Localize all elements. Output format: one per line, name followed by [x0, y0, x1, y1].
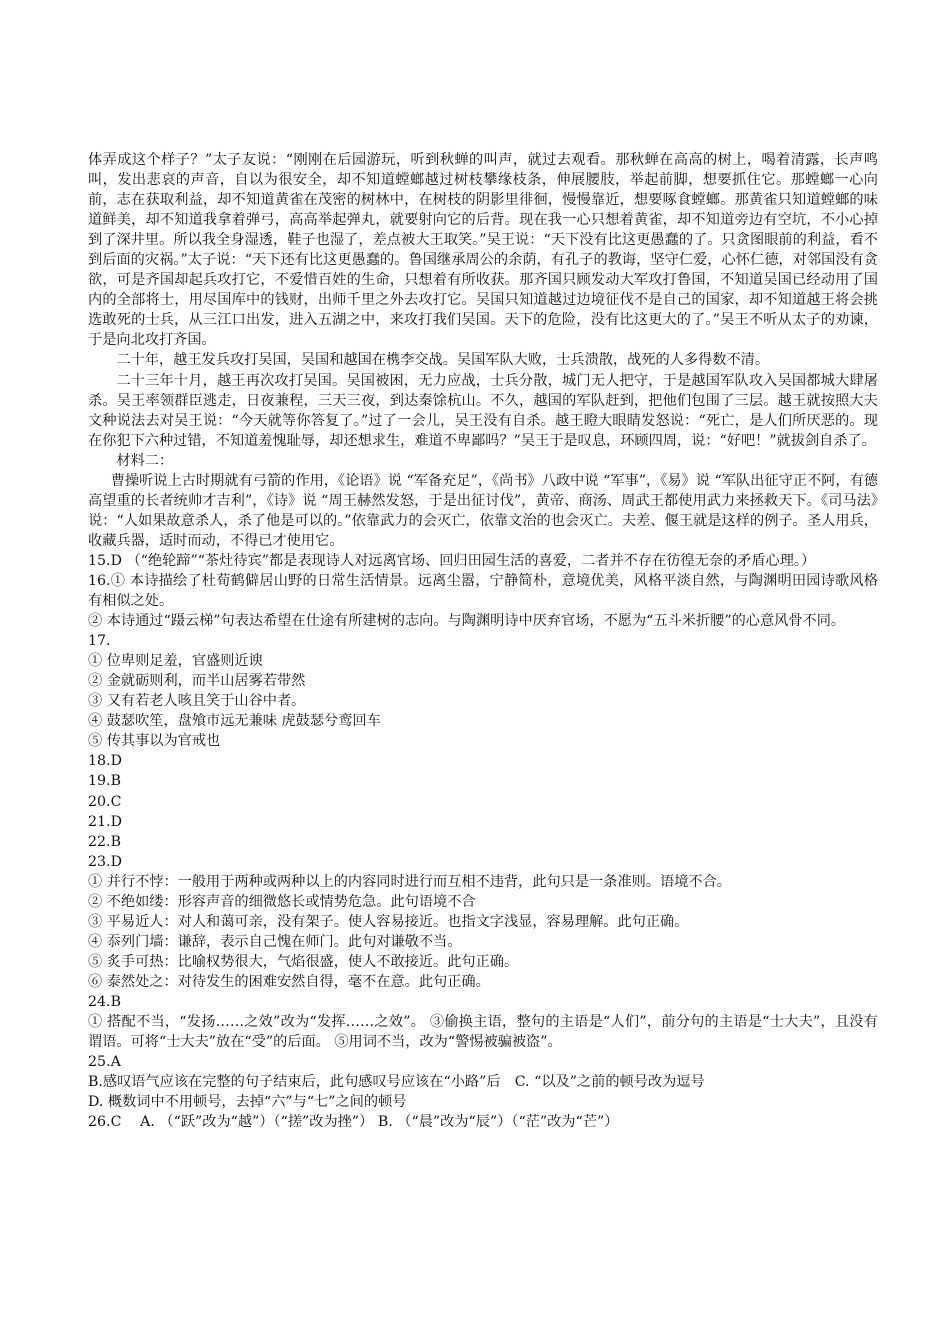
paragraph-caocao: 曹操听说上古时期就有弓箭的作用，《论语》说 “军备充足”，《尚书》八政中说 “军事”，《易》说 “军队出征守正不阿，有德高望重的长者统帅才吉利”，《诗》说 “周王赫然发怒，于是出征讨伐”，黄帝、商汤、周武王都使用武力来拯救天下。《司马法》说：“人如果故意杀人，杀了他是可以的。”依靠武力的会灭亡，依靠文治的也会灭亡。夫差、偃王就是这样的例子。圣人用兵，收藏兵器，适时而动，不得已才使用它。	[88, 472, 878, 549]
answer-q17-number: 17.	[88, 633, 111, 650]
answer-q23-item-3: ③ 平易近人：对人和蔼可亲，没有架子。使人容易接近。也指文字浅显，容易理解。此句正确。	[88, 913, 689, 930]
material-2-heading: 材料二：	[116, 452, 174, 469]
answer-q15: 15.D （“绝轮蹄”“茶灶待宾”都是表现诗人对远离官场、回归田园生活的喜爱，二者并不存在彷徨无奈的矛盾心理。）	[88, 552, 816, 569]
paragraph-taizi-story: 体弄成这个样子？”太子友说：“刚刚在后园游玩，听到秋蝉的叫声，就过去观看。那秋蝉在高高的树上，喝着清露，长声鸣叫，发出悲哀的声音，自以为很安全，却不知道螳螂越过树枝攀缘枝条，伸展腰肢，举起前脚，想要抓住它。那螳螂一心向前，志在获取利益，却不知道黄雀在茂密的树林中，在树枝的阴影里徘徊，慢慢靠近，想要啄食螳螂。那黄雀只知道螳螂的味道鲜美，却不知道我拿着弹弓，高高举起弹丸，就要射向它的后背。现在我一心只想着黄雀，却不知道旁边有空坑，不小心掉到了深井里。所以我全身湿透，鞋子也湿了，差点被大王取笑。”吴王说：“天下没有比这更愚蠢的了。只贪图眼前的利益，看不到后面的灾祸。”太子说：“天下还有比这更愚蠢的。鲁国继承周公的余荫，有孔子的教诲，坚守仁爱，心怀仁德，对邻国没有贪欲，可是齐国却起兵攻打它，不爱惜百姓的生命，只想着有所收获。那齐国只顾发动大军攻打鲁国，不知道吴国已经动用了国内的全部将士，用尽国库中的钱财，出师千里之外去攻打它。吴国只知道越过边境征伐不是自己的国家，却不知道越王将会挑选敢死的士兵，从三江口出发，进入五湖之中，来攻打我们吴国。天下的危险，没有比这更大的了。”吴王不听从太子的劝谏，于是向北攻打齐国。	[88, 152, 878, 349]
answer-document	[88, 150, 878, 1132]
answer-q23: 23.D	[88, 853, 122, 870]
answer-q17-item-2: ② 金就砺则利，而半山居雾若带然	[88, 673, 306, 690]
answer-q20: 20.C	[88, 793, 122, 810]
answer-q19: 19.B	[88, 773, 121, 790]
answer-q23-item-6: ⑥ 泰然处之：对待发生的困难安然自得，毫不在意。此句正确。	[88, 973, 490, 990]
answer-q25-d: D. 概数词中不用顿号，去掉“六”与“七”之间的顿号	[88, 1094, 407, 1111]
answer-q23-item-1: ① 并行不悖：一般用于两种或两种以上的内容同时进行而互相不违背，此句只是一条准则。语境不合。	[88, 873, 731, 890]
answer-q24-explanation: ① 搭配不当，“发扬……之效”改为“发挥……之效”。 ③偷换主语，整句的主语是“人们”，前分句的主语是“士大夫”，且没有谓语。可将“士大夫”放在“受”的后面。 ⑤用词不当，改为“警惕被骗被盗”。	[88, 1014, 878, 1051]
answer-q18: 18.D	[88, 753, 122, 770]
answer-q21: 21.D	[88, 813, 122, 830]
paragraph-twenty-three: 二十三年十月，越王再次攻打吴国。吴国被困，无力应战，士兵分散，城门无人把守，于是越国军队攻入吴国都城大肆屠杀。吴王率领群臣逃走，日夜兼程，三天三夜，到达秦馀杭山。不久，越国的军队赶到，把他们包围了三层。越王就按照大夫文种说法去对吴王说：“今天就等你答复了。”过了一会儿，吴王没有自杀。越王瞪大眼睛发怒说：“死亡，是人们所厌恶的。现在你犯下六种过错，不知道羞愧耻辱，却还想求生，难道不卑鄙吗？”吴王于是叹息，环顾四周，说：“好吧！”就拔剑自杀了。	[88, 372, 878, 449]
answer-q17-item-4: ④ 鼓瑟吹笙，盘飧市远无兼味 虎鼓瑟兮鸾回车	[88, 713, 381, 730]
answer-q16-point-2: ② 本诗通过“蹑云梯”句表达希望在仕途有所建树的志向。与陶渊明诗中厌弃官场，不愿为“五斗米折腰”的心意风骨不同。	[88, 613, 846, 630]
paragraph-twenty-year: 二十年，越王发兵攻打吴国，吴国和越国在槜李交战。吴国军队大败，士兵溃散，战死的人多得数不清。	[116, 352, 770, 369]
answer-q25-b-c: B.感叹语气应该在完整的句子结束后，此句感叹号应该在“小路”后 C. “以及”之前的顿号改为逗号	[88, 1074, 705, 1091]
answer-q26: 26.C A. （“跃”改为“越”）（“搓”改为挫”） B. （“晨”改为“辰”）（“茫”改为“芒”）	[88, 1114, 619, 1131]
answer-q25: 25.A	[88, 1054, 121, 1071]
answer-q16-point-1: 16.① 本诗描绘了杜荀鹤僻居山野的日常生活情景。远离尘嚣，宁静简朴，意境优美，风格平淡自然，与陶渊明田园诗歌风格有相似之处。	[88, 572, 878, 610]
answer-q23-item-5: ⑤ 炙手可热：比喻权势很大，气焰很盛，使人不敢接近。此句正确。	[88, 953, 519, 970]
answer-q23-item-4: ④ 忝列门墙：谦辞，表示自己愧在师门。此句对谦敬不当。	[88, 933, 462, 950]
answer-q17-item-3: ③ 又有若老人咳且笑于山谷中者。	[88, 693, 306, 710]
answer-q24: 24.B	[88, 993, 121, 1010]
answer-q17-item-1: ① 位卑则足羞，官盛则近谀	[88, 653, 263, 670]
answer-q22: 22.B	[88, 833, 121, 850]
answer-q23-item-2: ② 不绝如缕：形容声音的细微悠长或情势危急。此句语境不合	[88, 893, 476, 910]
answer-q17-item-5: ⑤ 传其事以为官戒也	[88, 733, 221, 750]
